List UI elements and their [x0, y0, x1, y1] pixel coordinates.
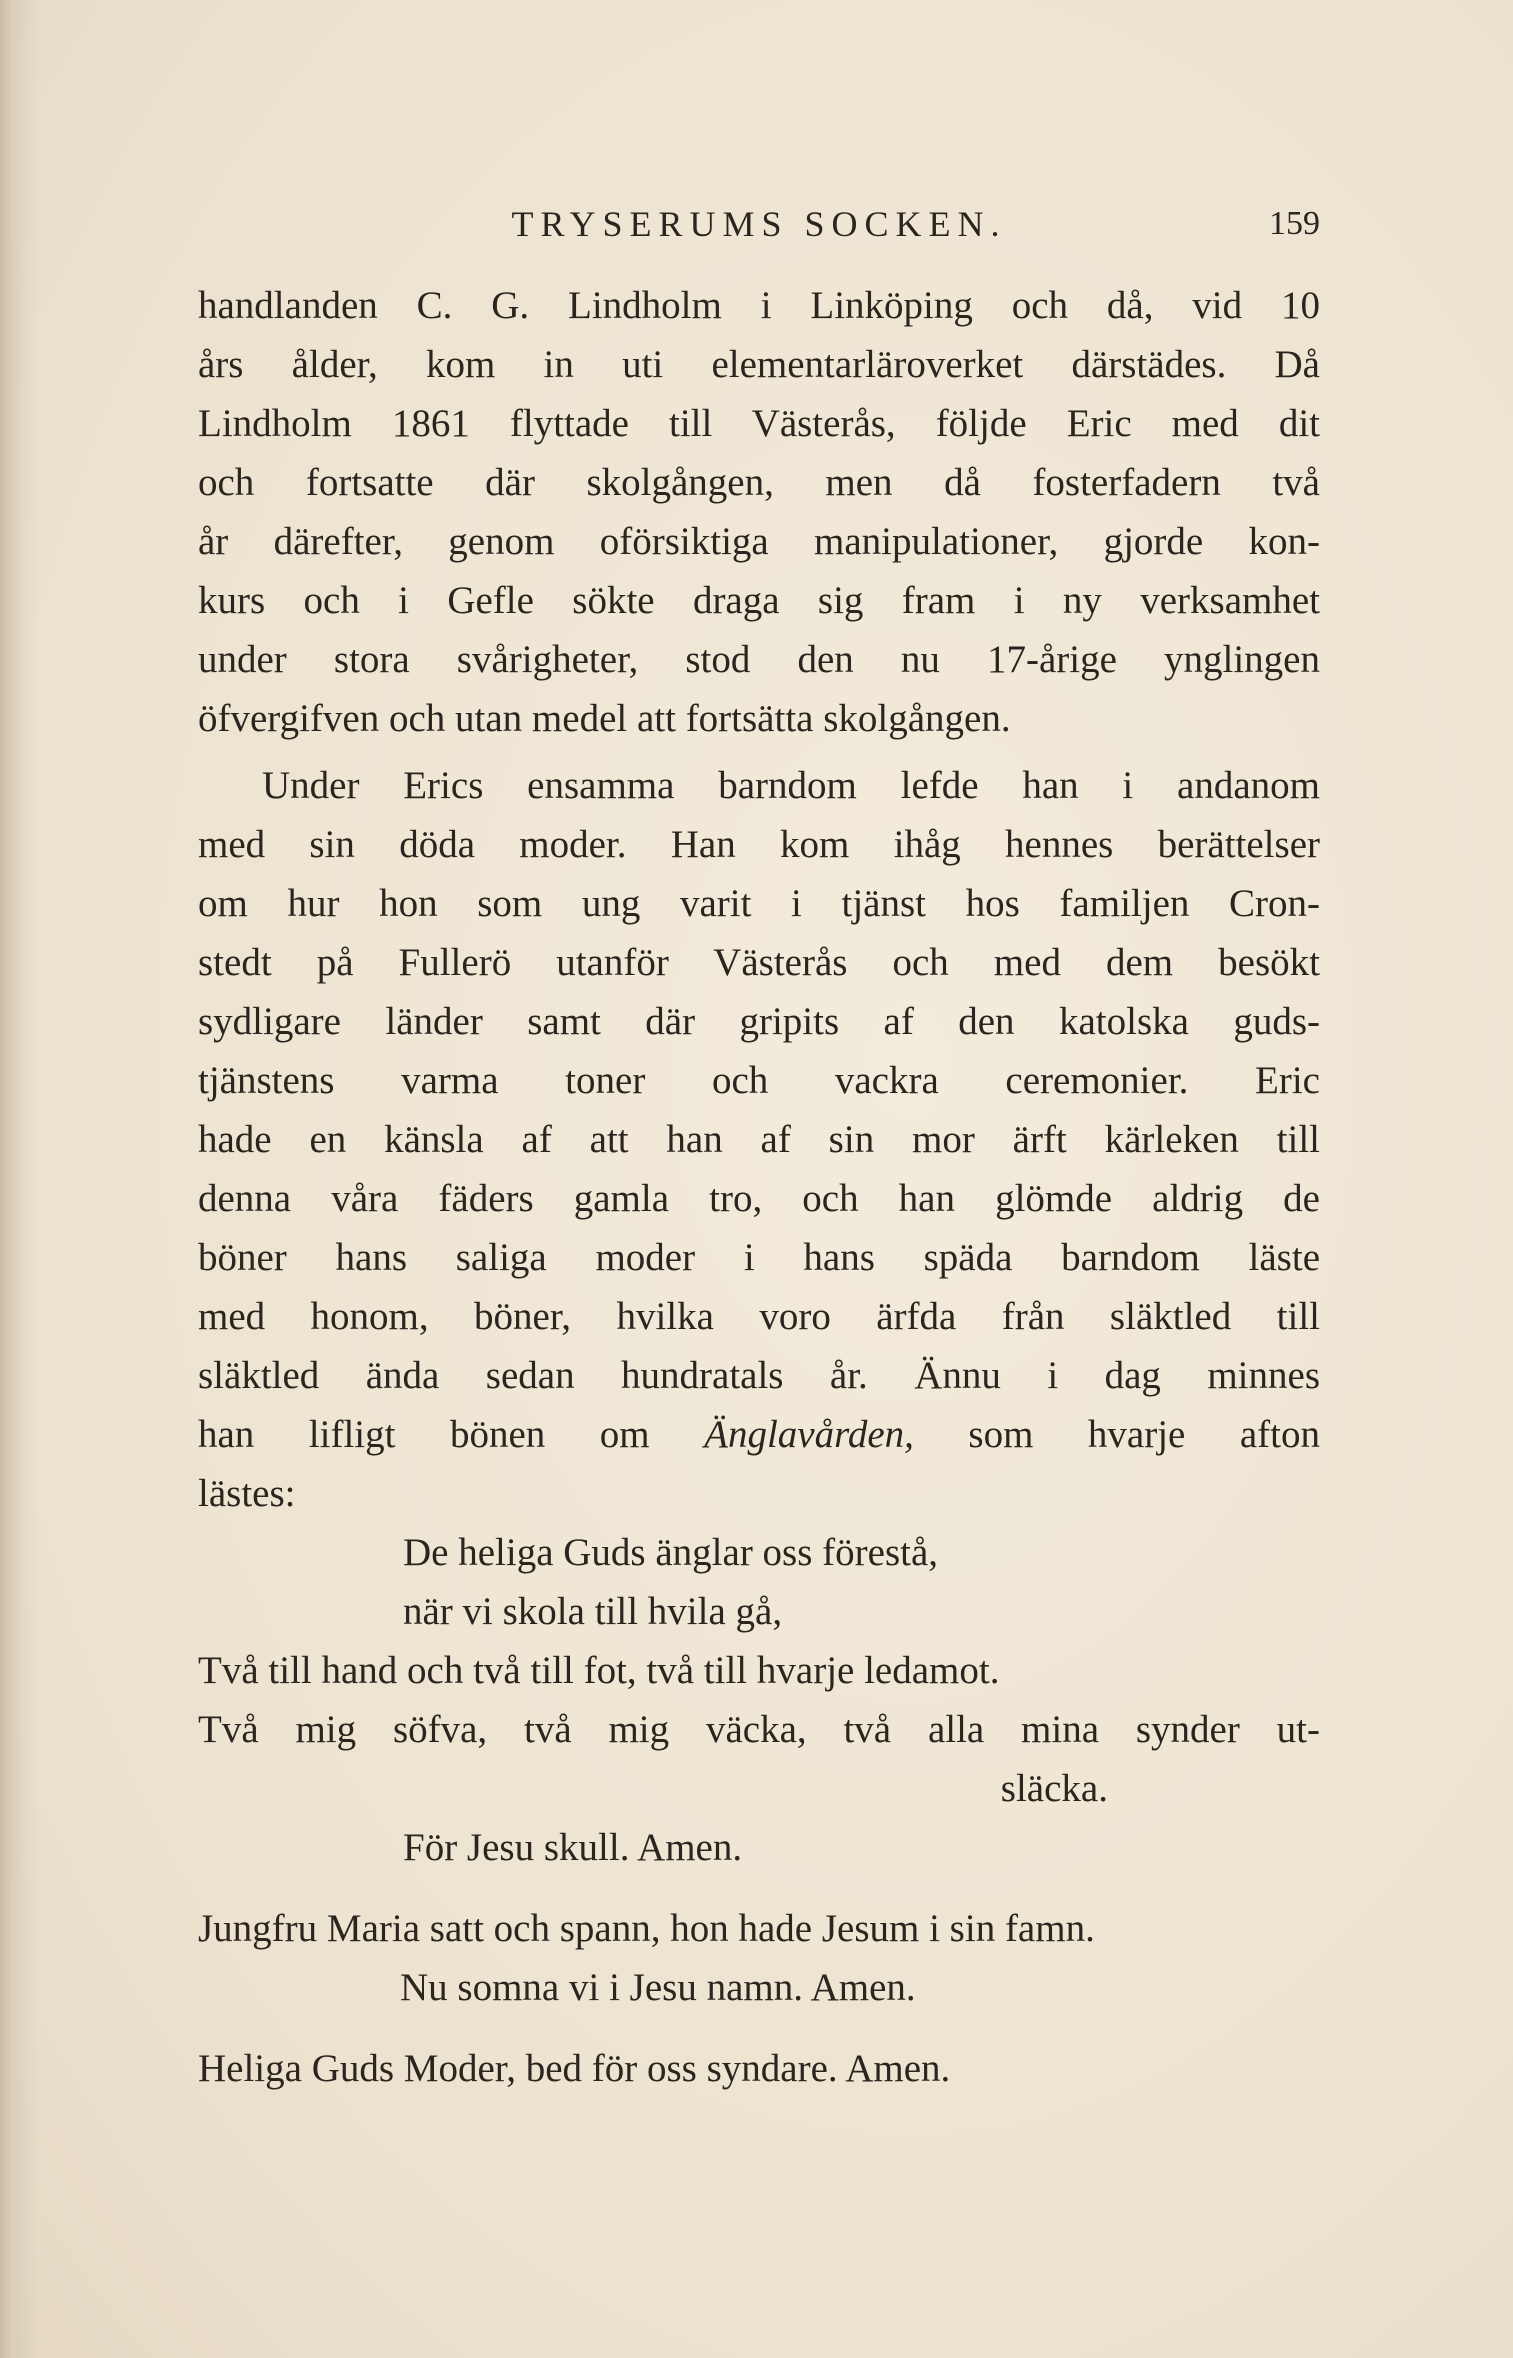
page-number: 159 — [1269, 205, 1320, 242]
text-line: Lindholm 1861 flyttade till Västerås, följde Eric med dit — [198, 402, 1320, 445]
paragraph-1 — [198, 276, 1320, 748]
text-line: om hur hon som ung varit i tjänst hos familjen Cron- — [198, 882, 1320, 925]
text-segment: som hvarje afton — [913, 1413, 1321, 1456]
prayer-3 — [198, 2039, 1320, 2098]
prayer-1 — [198, 1523, 1320, 1877]
prayer-2 — [198, 1899, 1320, 2017]
text-line: års ålder, kom in uti elementarläroverket därstädes. Då — [198, 343, 1320, 386]
prayer-line: Nu somna vi i Jesu namn. Amen. — [400, 1966, 916, 2009]
text-line: handlanden C. G. Lindholm i Linköping och då, vid 10 — [198, 284, 1320, 327]
page-header — [198, 198, 1320, 250]
text-line: Under Erics ensamma barndom lefde han i andanom — [262, 764, 1320, 807]
body-text — [198, 276, 1320, 2098]
text-line: med honom, böner, hvilka voro ärfda från släktled till — [198, 1295, 1320, 1338]
prayer-line: Två till hand och två till fot, två till hvarje ledamot. — [198, 1649, 1000, 1692]
text-line: öfvergifven och utan medel att fortsätta skolgången. — [198, 697, 1011, 740]
text-line: under stora svårigheter, stod den nu 17-årige ynglingen — [198, 638, 1320, 681]
text-line: stedt på Fullerö utanför Västerås och med dem besökt — [198, 941, 1320, 984]
running-title: TRYSERUMS SOCKEN. — [511, 204, 1007, 244]
text-line: år därefter, genom oförsiktiga manipulationer, gjorde kon- — [198, 520, 1320, 563]
prayer-line: Två mig söfva, två mig väcka, två alla mina synder ut- — [198, 1708, 1320, 1751]
prayer-line: släcka. — [1000, 1767, 1108, 1810]
text-line: böner hans saliga moder i hans späda barndom läste — [198, 1236, 1320, 1279]
prayer-line: Jungfru Maria satt och spann, hon hade Jesum i sin famn. — [198, 1907, 1095, 1950]
text-line: denna våra fäders gamla tro, och han glömde aldrig de — [198, 1177, 1320, 1220]
prayer-line: när vi skola till hvila gå, — [403, 1590, 783, 1633]
text-line: tjänstens varma toner och vackra ceremonier. Eric — [198, 1059, 1320, 1102]
prayer-line: Heliga Guds Moder, bed för oss syndare. Amen. — [198, 2047, 951, 2090]
text-line: sydligare länder samt där gripits af den katolska guds- — [198, 1000, 1320, 1043]
text-line: lästes: — [198, 1472, 296, 1515]
text-line: med sin döda moder. Han kom ihåg hennes berättelser — [198, 823, 1320, 866]
text-line: och fortsatte där skolgången, men då fosterfadern två — [198, 461, 1320, 504]
text-line: kurs och i Gefle sökte draga sig fram i ny verksamhet — [198, 579, 1320, 622]
text-line: släktled ända sedan hundratals år. Ännu i dag minnes — [198, 1354, 1320, 1397]
prayer-line: De heliga Guds änglar oss förestå, — [403, 1531, 939, 1574]
italic-title: Änglavården, — [704, 1413, 914, 1456]
text-segment: han lifligt bönen om — [198, 1413, 705, 1456]
prayer-line: För Jesu skull. Amen. — [403, 1826, 743, 1869]
text-line-with-italic — [198, 1405, 1320, 1464]
book-spine-shadow — [0, 0, 22, 2358]
text-line: hade en känsla af att han af sin mor ärft kärleken till — [198, 1118, 1320, 1161]
paragraph-2 — [198, 756, 1320, 1523]
